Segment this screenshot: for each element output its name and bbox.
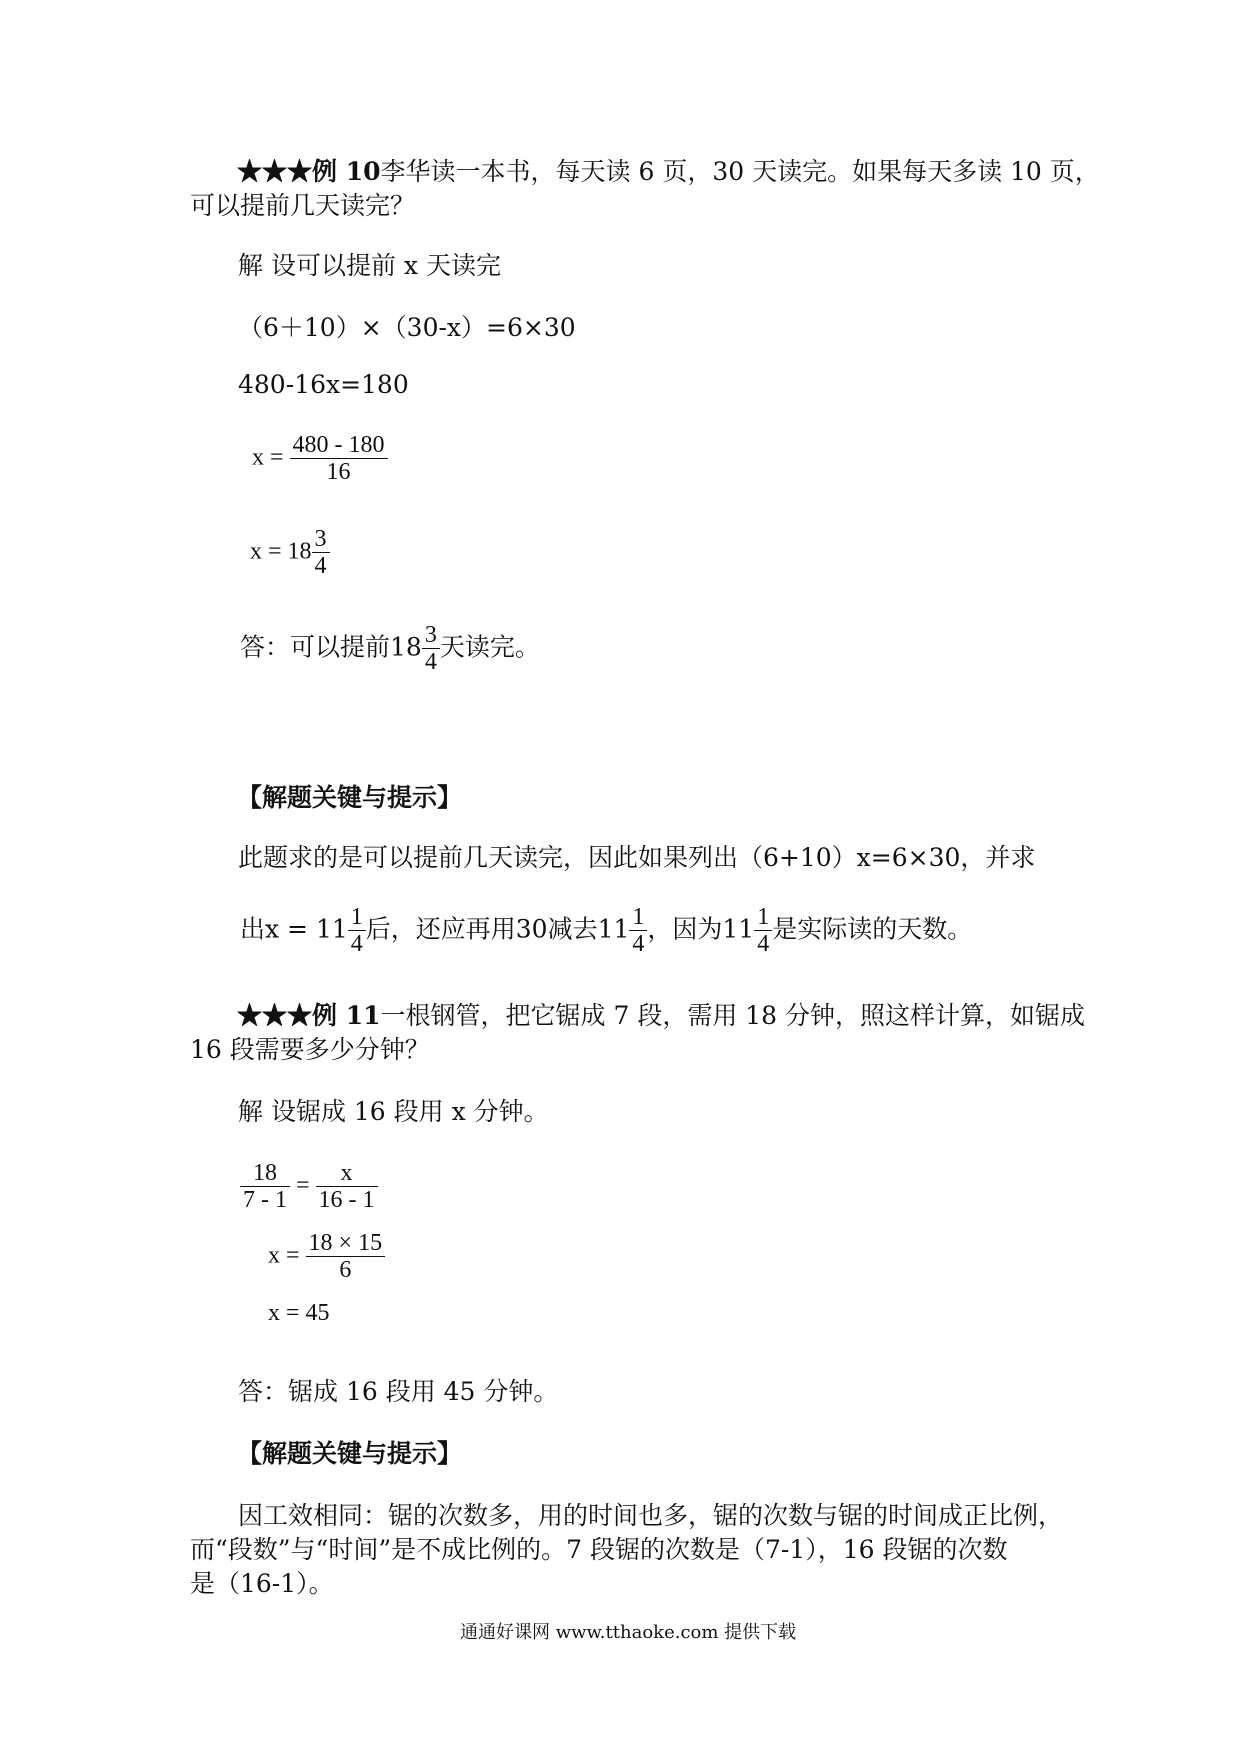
hint-text-fractions: 出x = 11 $\frac{1}{4}$ 后，还应再用30减去11 $\frac{1}{4}$ ，因为11 $\frac{1}{4}$ 是实际读的天数。 xyxy=(240,904,973,958)
solution-intro: 解 设锯成 16 段用 x 分钟。 xyxy=(238,1097,549,1126)
difficulty-stars: ★★★ xyxy=(237,157,313,186)
hint-title: 【解题关键与提示】 xyxy=(237,1439,463,1468)
hint-text: 而“段数”与“时间”是不成比例的。7 段锯的次数是（7-1），16 段锯的次数 xyxy=(190,1535,1008,1564)
difficulty-stars: ★★★ xyxy=(237,1001,313,1030)
example-text: 一根钢管，把它锯成 7 段，需用 18 分钟，照这样计算，如锯成 xyxy=(380,1001,1086,1030)
fraction: $\frac{1}{4}$ xyxy=(348,904,366,958)
equation: 480-16x=180 xyxy=(238,370,409,399)
equation: （6＋10）×（30-x）=6×30 xyxy=(238,313,576,342)
hint-text: 此题求的是可以提前几天读完，因此如果列出（6+10）x=6×30，并求 xyxy=(238,843,1036,872)
fraction: $\frac{1}{4}$ xyxy=(629,904,647,958)
example-10-line-2: 可以提前几天读完？ xyxy=(190,191,416,220)
hint-text: 因工效相同：锯的次数多，用的时间也多，锯的次数与锯的时间成正比例， xyxy=(238,1501,1064,1530)
equation-fraction: x = $\frac{480 - 180}{16}$ xyxy=(252,432,388,486)
example-label: 例 10 xyxy=(312,157,381,186)
example-label: 例 11 xyxy=(312,1001,381,1030)
equation-mixed-number: x = 18 $\frac{3}{4}$ xyxy=(250,526,330,580)
page-footer: 通通好课网 www.tthaoke.com 提供下载 xyxy=(460,1622,797,1643)
example-11-line-1 xyxy=(237,996,1085,1032)
example-10-line-1 xyxy=(237,152,1100,188)
fraction: $\frac{18}{7 - 1}$ xyxy=(240,1160,290,1214)
fraction: $\frac{480 - 180}{16}$ xyxy=(290,432,388,486)
example-11-line-2: 16 段需要多少分钟？ xyxy=(190,1035,430,1064)
hint-text: 是（16-1）。 xyxy=(190,1569,334,1598)
equation-result: x = 45 xyxy=(268,1300,330,1326)
fraction: $\frac{18 \times 15}{6}$ xyxy=(306,1230,386,1284)
answer: 答：锯成 16 段用 45 分钟。 xyxy=(238,1377,559,1406)
fraction: $\frac{1}{4}$ xyxy=(754,904,772,958)
fraction: $\frac{x}{16 - 1}$ xyxy=(316,1160,378,1214)
equation-fraction: x = $\frac{18 \times 15}{6}$ xyxy=(268,1230,385,1284)
solution-intro: 解 设可以提前 x 天读完 xyxy=(238,251,501,280)
proportion-equation: $\frac{18}{7 - 1}$ = $\frac{x}{16 - 1}$ xyxy=(240,1160,378,1214)
fraction: $\frac{3}{4}$ xyxy=(422,622,440,676)
fraction: $\frac{3}{4}$ xyxy=(312,526,330,580)
answer: 答：可以提前18 $\frac{3}{4}$ 天读完。 xyxy=(240,622,540,676)
example-text: 李华读一本书，每天读 6 页，30 天读完。如果每天多读 10 页， xyxy=(380,157,1100,186)
hint-title: 【解题关键与提示】 xyxy=(237,783,463,812)
